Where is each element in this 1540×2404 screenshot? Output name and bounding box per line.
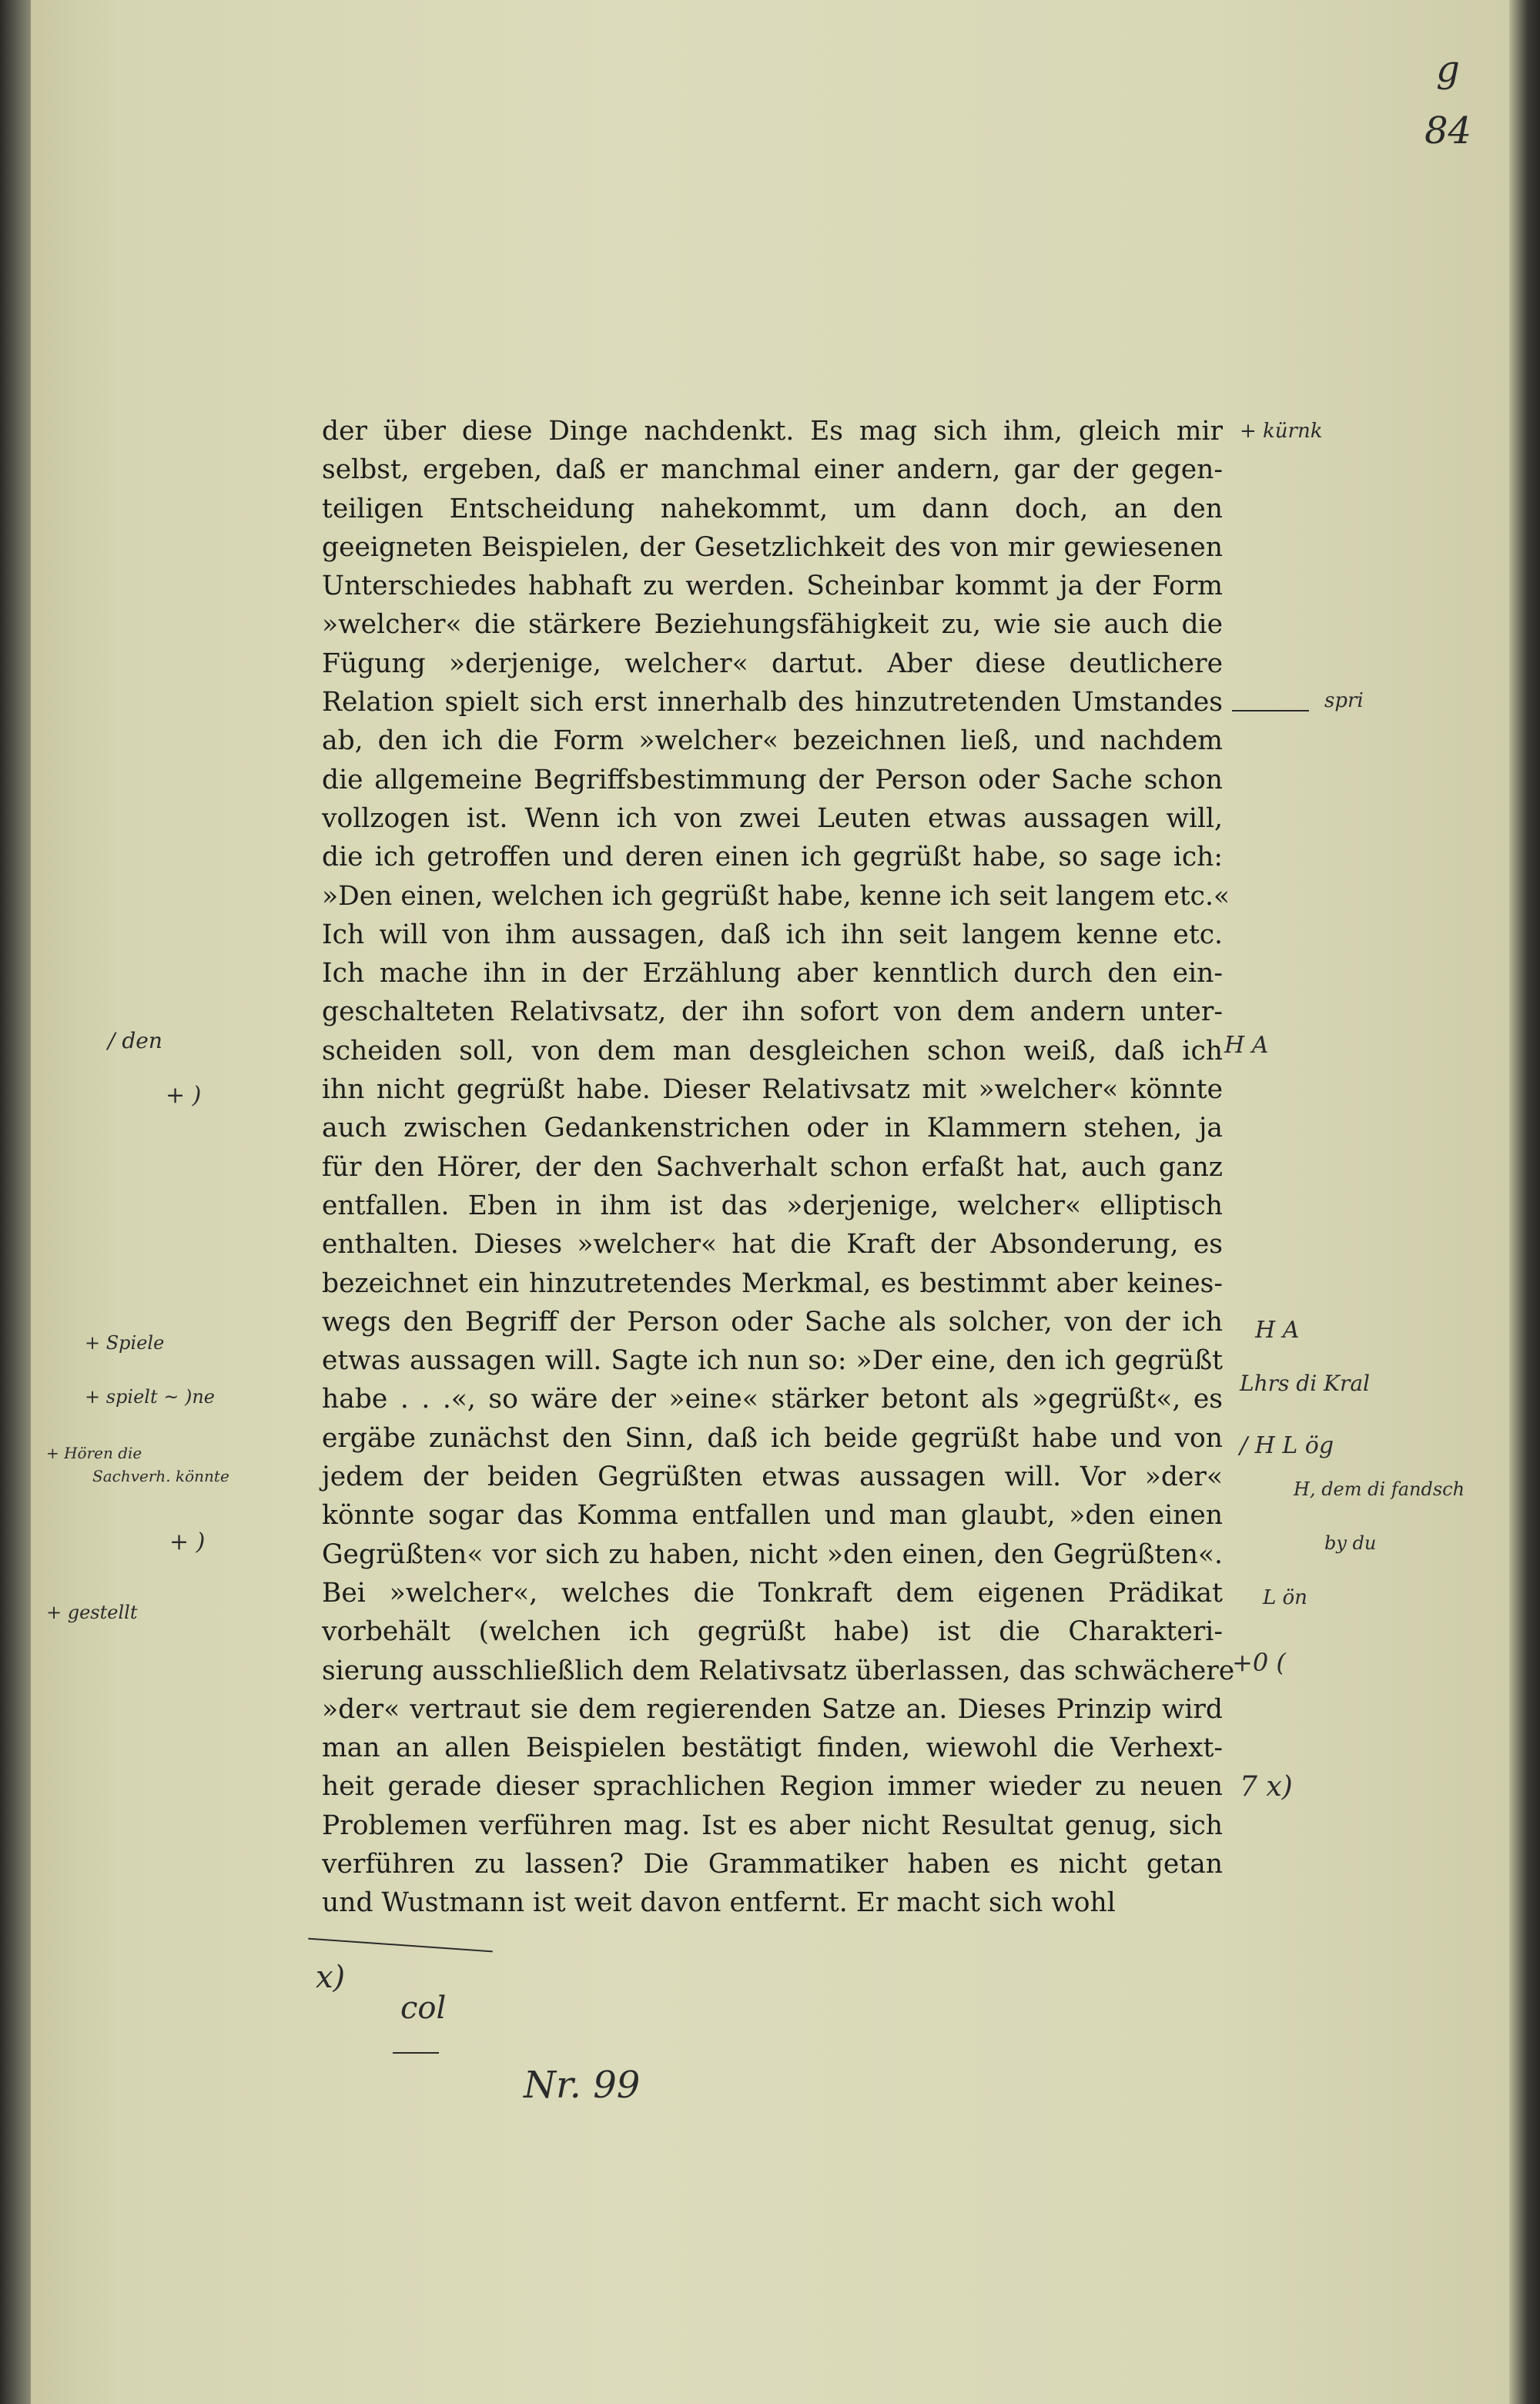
text-line: Bei »welcher«, welches die Tonkraft dem eigenen Prädikat	[322, 1577, 1223, 1609]
text-line: die ich getroffen und deren einen ich gegrüßt habe, so sage ich:	[322, 842, 1223, 873]
text-line: vollzogen ist. Wenn ich von zwei Leuten etwas aussagen will,	[322, 802, 1223, 834]
text-line: Ich mache ihn in der Erzählung aber kenntlich durch den ein-	[322, 958, 1223, 989]
text-line: man an allen Beispielen bestätigt finden, wiewohl die Verhext-	[322, 1733, 1223, 1764]
bottom-dash	[393, 2052, 439, 2054]
bottom-rule	[308, 1938, 493, 1953]
margin-note-right: H, dem di fandsch	[1294, 1478, 1465, 1500]
margin-note-left: Sachverh. könnte	[92, 1467, 229, 1485]
text-line: sierung ausschließlich dem Relativsatz überlassen, das schwächere	[322, 1655, 1235, 1686]
text-line: geschalteten Relativsatz, der ihn sofort von dem andern unter-	[322, 996, 1223, 1028]
margin-note-right: H A	[1224, 1032, 1269, 1059]
text-line: auch zwischen Gedankenstrichen oder in Klammern stehen, ja	[322, 1113, 1223, 1144]
bottom-note: x)	[316, 1960, 346, 1995]
text-line: geeigneten Beispielen, der Gesetzlichkeit des von mir gewiesenen	[322, 531, 1223, 563]
text-line: und Wustmann ist weit davon entfernt. Er macht sich wohl	[322, 1887, 1116, 1919]
text-line: Ich will von ihm aussagen, daß ich ihn seit langem kenne etc.	[322, 919, 1223, 950]
text-line: enthalten. Dieses »welcher« hat die Kraft der Absonderung, es	[322, 1229, 1223, 1261]
margin-note-right: spri	[1324, 689, 1364, 712]
margin-note-right: / H L ög	[1240, 1432, 1334, 1459]
text-line: der über diese Dinge nachdenkt. Es mag sich ihm, gleich mir	[322, 416, 1223, 447]
book-spine	[0, 0, 31, 2404]
margin-note-right: + kürnk	[1240, 420, 1323, 443]
text-line: verführen zu lassen? Die Grammatiker haben es nicht getan	[322, 1848, 1223, 1880]
page-edge	[1509, 0, 1540, 2404]
bottom-note: Nr. 99	[524, 2064, 641, 2107]
margin-note-right: L ön	[1263, 1586, 1307, 1609]
margin-note-right: +0 (	[1232, 1648, 1286, 1677]
margin-note-right: by du	[1324, 1532, 1377, 1554]
text-line: heit gerade dieser sprachlichen Region immer wieder zu neuen	[322, 1771, 1223, 1803]
text-line: »Den einen, welchen ich gegrüßt habe, kenne ich seit langem etc.«	[322, 880, 1230, 912]
margin-note-left: + )	[166, 1082, 202, 1109]
text-line: etwas aussagen will. Sagte ich nun so: »Der eine, den ich gegrüßt	[322, 1345, 1223, 1377]
margin-note-left: + )	[169, 1528, 206, 1555]
text-line: habe . . .«, so wäre der »eine« stärker betont als »gegrüßt«, es	[322, 1384, 1223, 1415]
margin-note-right: H A	[1255, 1317, 1300, 1344]
text-line: Unterschiedes habhaft zu werden. Scheinbar kommt ja der Form	[322, 571, 1223, 602]
text-line: Relation spielt sich erst innerhalb des hinzutretenden Umstandes	[322, 687, 1223, 718]
text-line: Gegrüßten« vor sich zu haben, nicht »den einen, den Gegrüßten«.	[322, 1538, 1223, 1570]
text-line: vorbehält (welchen ich gegrüßt habe) ist die Charakteri-	[322, 1616, 1223, 1648]
document-page	[31, 0, 1509, 2404]
corner-mark-letter: g	[1436, 48, 1460, 91]
text-line: teiligen Entscheidung nahekommt, um dann doch, an den	[322, 493, 1223, 524]
text-line: »der« vertraut sie dem regierenden Satze an. Dieses Prinzip wird	[322, 1693, 1223, 1725]
margin-note-right: Lhrs di Kral	[1240, 1371, 1371, 1396]
margin-note-right: 7 x)	[1240, 1771, 1293, 1803]
text-line: wegs den Begriff der Person oder Sache als solcher, von der ich	[322, 1306, 1223, 1338]
text-line: bezeichnet ein hinzutretendes Merkmal, es bestimmt aber keines-	[322, 1267, 1223, 1299]
margin-note-left: + gestellt	[46, 1602, 138, 1623]
text-line: für den Hörer, der den Sachverhalt schon erfaßt hat, auch ganz	[322, 1151, 1223, 1183]
text-line: scheiden soll, von dem man desgleichen schon weiß, daß ich	[322, 1035, 1223, 1066]
margin-note-left: + Spiele	[85, 1332, 165, 1354]
bottom-note: col	[400, 1990, 447, 2026]
margin-note-left: / den	[108, 1028, 162, 1053]
text-line: ergäbe zunächst den Sinn, daß ich beide gegrüßt habe und von	[322, 1422, 1223, 1454]
text-line: ab, den ich die Form »welcher« bezeichnen ließ, und nachdem	[322, 725, 1223, 757]
text-line: Fügung »derjenige, welcher« dartut. Aber diese deutlichere	[322, 648, 1223, 679]
margin-dash	[1232, 710, 1309, 711]
text-line: »welcher« die stärkere Beziehungsfähigkeit zu, wie sie auch die	[322, 609, 1223, 641]
text-line: jedem der beiden Gegrüßten etwas aussagen will. Vor »der«	[322, 1461, 1223, 1493]
text-line: die allgemeine Begriffsbestimmung der Person oder Sache schon	[322, 764, 1223, 795]
page-corner-mark	[1424, 39, 1471, 162]
body-text	[322, 412, 1235, 1923]
text-line: Problemen verführen mag. Ist es aber nicht Resultat genug, sich	[322, 1810, 1223, 1841]
margin-note-left: + spielt ~ )ne	[85, 1386, 216, 1408]
text-line: ihn nicht gegrüßt habe. Dieser Relativsatz mit »welcher« könnte	[322, 1074, 1223, 1106]
corner-mark-number: 84	[1424, 109, 1472, 152]
text-line: selbst, ergeben, daß er manchmal einer andern, gar der gegen-	[322, 454, 1223, 486]
text-line: entfallen. Eben in ihm ist das »derjenige, welcher« elliptisch	[322, 1190, 1223, 1221]
text-line: könnte sogar das Komma entfallen und man glaubt, »den einen	[322, 1500, 1223, 1532]
margin-note-left: + Hören die	[46, 1444, 142, 1462]
